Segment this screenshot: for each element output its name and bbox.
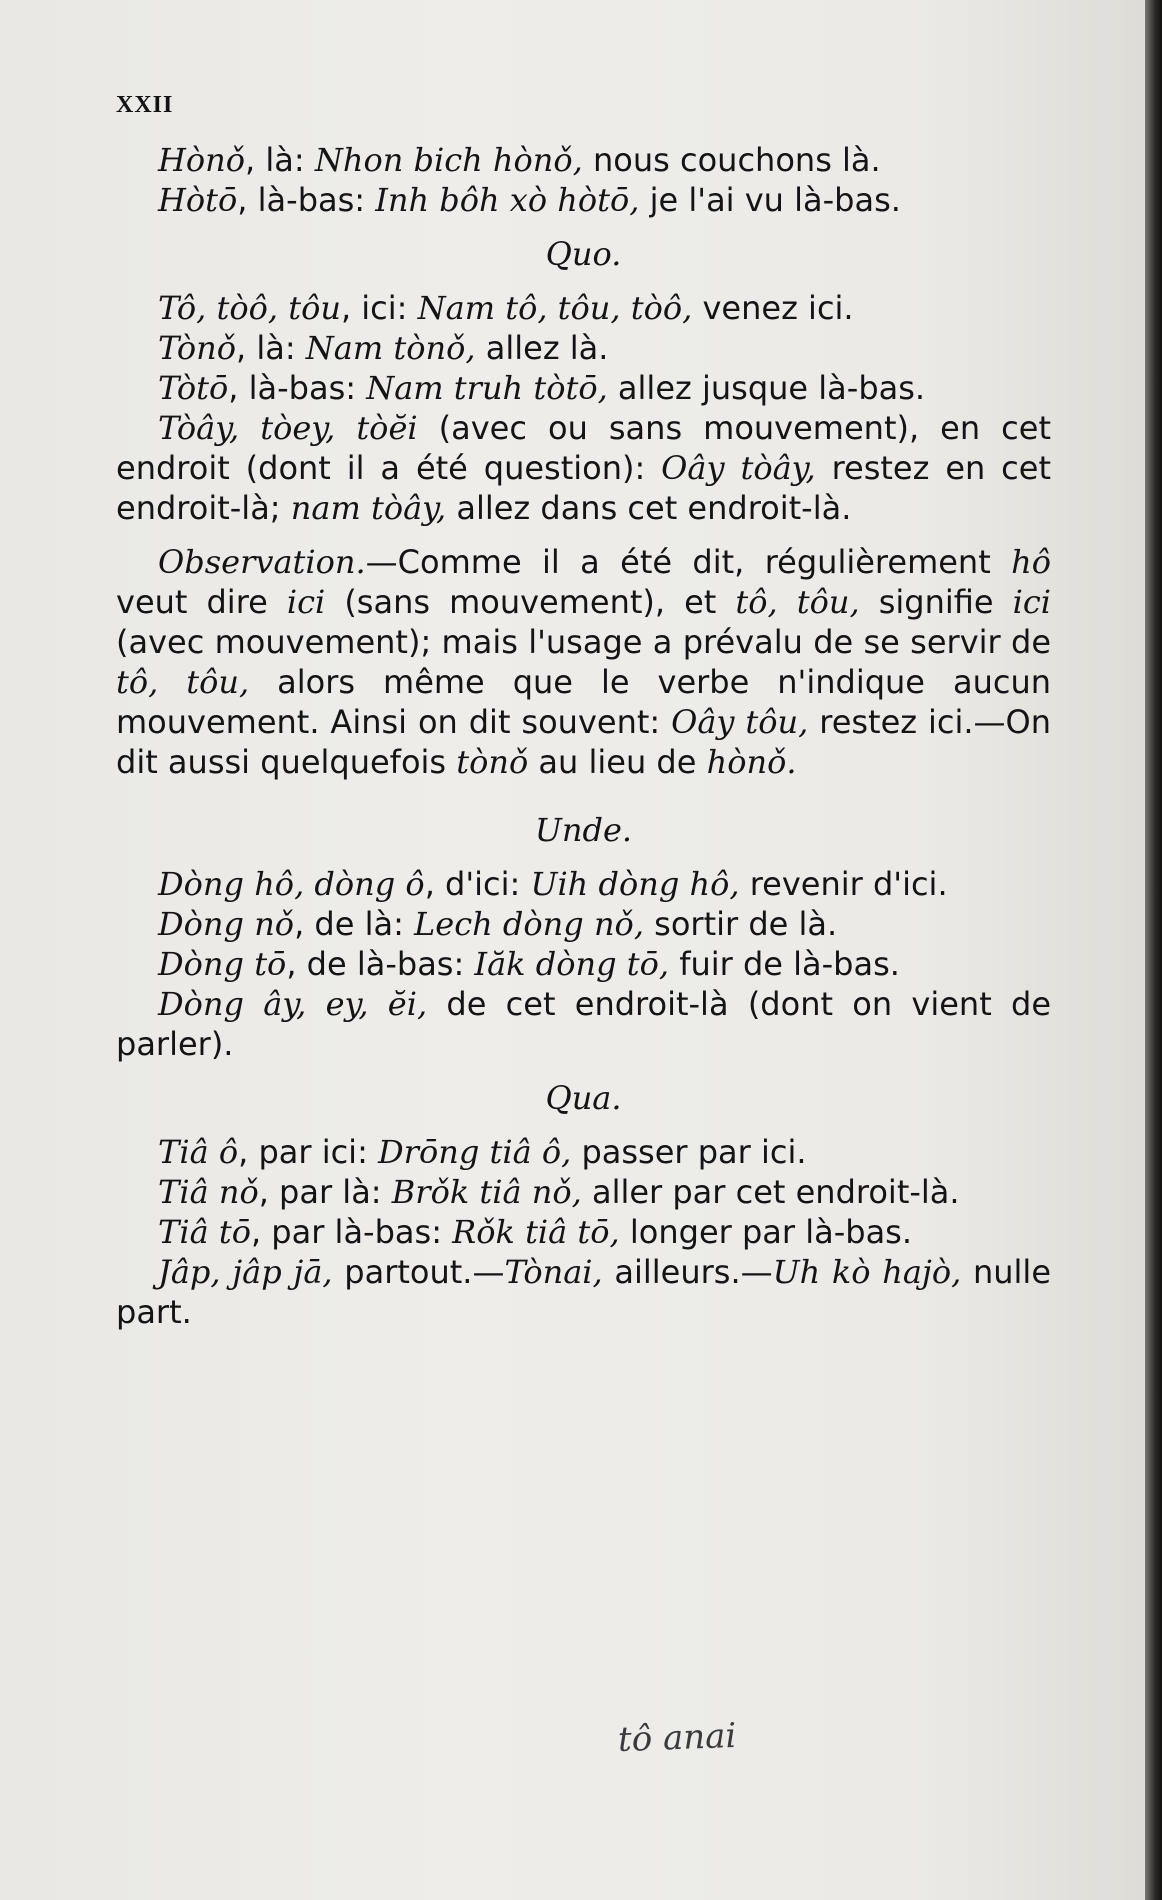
entry-line: Tiâ ô, par ici: Drōng tiâ ô, passer par ici. [158, 1133, 807, 1171]
entry-line: Dòng tō, de là-bas: Iăk dòng tō, fuir de là-bas. [158, 945, 900, 983]
entry-paragraph: Tòây, tòey, tòĕi (avec ou sans mouvement), en cet endroit (dont il a été question): Oây tòây, restez en cet endroit-là; nam tòây, allez dans cet endroit-là. [116, 409, 1052, 527]
section-heading-unde: Unde. [534, 811, 633, 849]
page-number: XXII [116, 92, 174, 118]
entry-line: Dòng hô, dòng ô, d'ici: Uih dòng hô, revenir d'ici. [158, 865, 948, 903]
entry-line: Hòtō, là-bas: Inh bôh xò hòtō, je l'ai vu là-bas. [158, 181, 901, 219]
entry-line: Dòng nǒ, de là: Lech dòng nǒ, sortir de là. [158, 905, 838, 943]
book-gutter-edge [1145, 0, 1162, 1900]
entry-line: Tiâ nǒ, par là: Brǒk tiâ nǒ, aller par cet endroit-là. [158, 1173, 960, 1211]
entry-paragraph: Jâp, jâp jā, partout.—Tònai, ailleurs.—Uh kò hajò, nulle part. [116, 1253, 1052, 1331]
entry-line: Tònǒ, là: Nam tònǒ, allez là. [158, 329, 609, 367]
handwritten-annotation: tô anai [617, 1715, 737, 1761]
section-heading-quo: Quo. [545, 235, 622, 273]
observation-paragraph: Observation.—Comme il a été dit, régulièrement hô veut dire ici (sans mouvement), et tô, tôu, signifie ici (avec mouvement); mais l'usage a prévalu de se servir de tô, tôu, alors même que le verbe n'indique aucun mouvement. Ainsi on dit souvent: Oây tôu, restez ici.—On dit aussi quelquefois tònǒ au lieu de hònǒ. [116, 543, 1052, 781]
entry-line: Hònǒ, là: Nhon bich hònǒ, nous couchons là. [158, 141, 881, 179]
entry-line: Tiâ tō, par là-bas: Rǒk tiâ tō, longer par là-bas. [158, 1213, 913, 1251]
entry-paragraph: Dòng ây, ey, ĕi, de cet endroit-là (dont on vient de parler). [116, 985, 1052, 1063]
page-body [116, 140, 1051, 1332]
section-heading-qua: Qua. [545, 1079, 622, 1117]
entry-line: Tô, tòô, tôu, ici: Nam tô, tôu, tòô, venez ici. [158, 289, 854, 327]
entry-line: Tòtō, là-bas: Nam truh tòtō, allez jusque là-bas. [158, 369, 926, 407]
